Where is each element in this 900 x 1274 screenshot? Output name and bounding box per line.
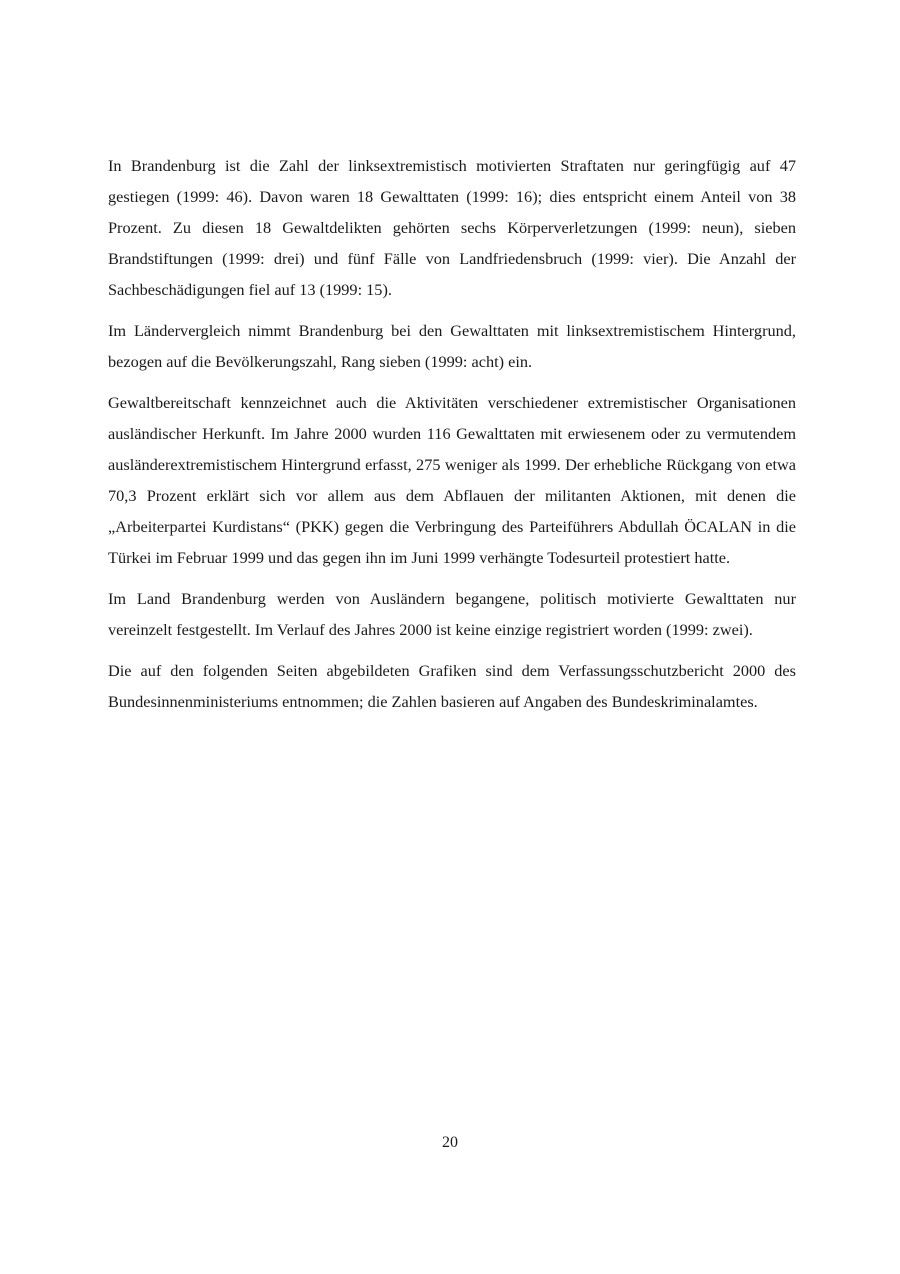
document-body [108, 150, 796, 727]
paragraph-foreign-extremism: Gewaltbereitschaft kennzeichnet auch die Aktivitäten verschiedener extremistischer Organisationen ausländischer Herkunft. Im Jahre 2000 wurden 116 Gewalttaten mit erwiesenem oder zu vermutendem ausländerextremistischem Hintergrund erfasst, 275 weniger als 1999. Der erhebliche Rückgang von etwa 70,3 Prozent erklärt sich vor allem aus dem Abflauen der militanten Aktionen, mit denen die „Arbeiterpartei Kurdistans“ (PKK) gegen die Verbringung des Parteiführers Abdullah ÖCALAN in die Türkei im Februar 1999 und das gegen ihn im Juni 1999 verhängte Todesurteil protestiert hatte. [108, 393, 796, 567]
page-number: 20 [442, 1134, 458, 1151]
paragraph-left-wing-crime: In Brandenburg ist die Zahl der linksextremistisch motivierten Straftaten nur geringfügig auf 47 gestiegen (1999: 46). Davon waren 18 Gewalttaten (1999: 16); dies entspricht einem Anteil von 38 Prozent. Zu diesen 18 Gewaltdelikten gehörten sechs Körperverletzungen (1999: neun), sieben Brandstiftungen (1999: drei) und fünf Fälle von Landfriedensbruch (1999: vier). Die Anzahl der Sachbeschädigungen fiel auf 13 (1999: 15). [108, 156, 796, 299]
paragraph-state-comparison: Im Ländervergleich nimmt Brandenburg bei den Gewalttaten mit linksextremistischem Hintergrund, bezogen auf die Bevölkerungszahl, Rang sieben (1999: acht) ein. [108, 321, 796, 371]
paragraph-brandenburg-foreigners: Im Land Brandenburg werden von Ausländern begangene, politisch motivierte Gewalttaten nur vereinzelt festgestellt. Im Verlauf des Jahres 2000 ist keine einzige registriert worden (1999: zwei). [108, 589, 796, 639]
paragraph-graphics-source: Die auf den folgenden Seiten abgebildeten Grafiken sind dem Verfassungsschutzbericht 2000 des Bundesinnenministeriums entnommen; die Zahlen basieren auf Angaben des Bundeskriminalamtes. [108, 661, 796, 711]
